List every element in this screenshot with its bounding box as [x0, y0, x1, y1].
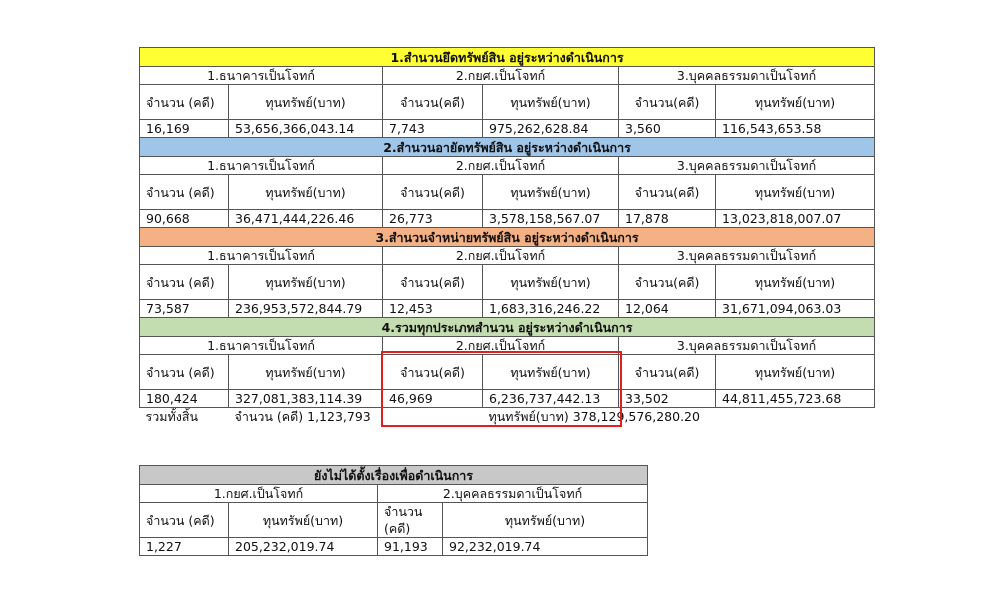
count-header: จำนวน(คดี) [619, 265, 716, 300]
group-label: 1.ธนาคารเป็นโจทก์ [140, 247, 383, 265]
capital-header: ทุนทรัพย์(บาท) [443, 503, 648, 538]
capital-value: 975,262,628.84 [483, 120, 619, 138]
case-count: 12,064 [619, 300, 716, 318]
count-header: จำนวน(คดี) [383, 85, 483, 120]
group-label: 3.บุคคลธรรมดาเป็นโจทก์ [619, 247, 875, 265]
group-label: 1.กยศ.เป็นโจทก์ [140, 485, 378, 503]
case-count: 12,453 [383, 300, 483, 318]
count-header: จำนวน(คดี) [383, 175, 483, 210]
group-label: 2.กยศ.เป็นโจทก์ [383, 67, 619, 85]
capital-header: ทุนทรัพย์(บาท) [229, 175, 383, 210]
case-count: 26,773 [383, 210, 483, 228]
group-header-row [140, 247, 875, 265]
group-label: 3.บุคคลธรรมดาเป็นโจทก์ [619, 67, 875, 85]
pending-value-row [140, 538, 648, 556]
count-header: จำนวน (คดี) [140, 503, 229, 538]
group-header-row [140, 157, 875, 175]
capital-header: ทุนทรัพย์(บาท) [483, 265, 619, 300]
capital-header: ทุนทรัพย์(บาท) [716, 175, 875, 210]
group-label: 1.ธนาคารเป็นโจทก์ [140, 157, 383, 175]
pending-title: ยังไม่ได้ตั้งเรื่องเพื่อดำเนินการ [140, 466, 648, 485]
case-count: 1,227 [140, 538, 229, 556]
capital-value: 36,471,444,226.46 [229, 210, 383, 228]
count-header: จำนวน (คดี) [378, 503, 443, 538]
group-label: 2.กยศ.เป็นโจทก์ [383, 157, 619, 175]
count-header: จำนวน(คดี) [383, 355, 483, 390]
column-header-row [140, 265, 875, 300]
capital-header: ทุนทรัพย์(บาท) [716, 85, 875, 120]
section-title-row [140, 48, 875, 67]
group-header-row [140, 67, 875, 85]
group-label: 1.ธนาคารเป็นโจทก์ [140, 337, 383, 355]
capital-value: 236,953,572,844.79 [229, 300, 383, 318]
capital-value: 92,232,019.74 [443, 538, 648, 556]
case-count: 33,502 [619, 390, 716, 408]
count-header: จำนวน (คดี) [140, 355, 229, 390]
section-title: 3.สำนวนจำหน่ายทรัพย์สิน อยู่ระหว่างดำเนินการ [140, 228, 875, 247]
section-title: 2.สำนวนอายัดทรัพย์สิน อยู่ระหว่างดำเนินการ [140, 138, 875, 157]
pending-group-row [140, 485, 648, 503]
value-row [140, 390, 875, 408]
count-header: จำนวน(คดี) [383, 265, 483, 300]
count-header: จำนวน(คดี) [619, 355, 716, 390]
count-header: จำนวน(คดี) [619, 175, 716, 210]
capital-value: 116,543,653.58 [716, 120, 875, 138]
capital-value: 6,236,737,442.13 [483, 390, 619, 408]
case-count: 91,193 [378, 538, 443, 556]
capital-header: ทุนทรัพย์(บาท) [229, 85, 383, 120]
section-title-row [140, 318, 875, 337]
section-title-row [140, 138, 875, 157]
capital-header: ทุนทรัพย์(บาท) [716, 355, 875, 390]
case-count: 46,969 [383, 390, 483, 408]
total-label: รวมทั้งสิ้น [145, 409, 198, 424]
pending-header-row [140, 503, 648, 538]
group-label: 2.กยศ.เป็นโจทก์ [383, 337, 619, 355]
case-count: 180,424 [140, 390, 229, 408]
capital-header: ทุนทรัพย์(บาท) [483, 175, 619, 210]
case-summary-table [139, 47, 875, 425]
case-count: 16,169 [140, 120, 229, 138]
section-title: 1.สำนวนยึดทรัพย์สิน อยู่ระหว่างดำเนินการ [140, 48, 875, 67]
group-label: 2.กยศ.เป็นโจทก์ [383, 247, 619, 265]
column-header-row [140, 355, 875, 390]
capital-value: 1,683,316,246.22 [483, 300, 619, 318]
capital-value: 44,811,455,723.68 [716, 390, 875, 408]
total-count: จำนวน (คดี) 1,123,793 [234, 409, 371, 424]
capital-value: 205,232,019.74 [229, 538, 378, 556]
capital-header: ทุนทรัพย์(บาท) [483, 85, 619, 120]
capital-value: 3,578,158,567.07 [483, 210, 619, 228]
case-count: 7,743 [383, 120, 483, 138]
value-row [140, 120, 875, 138]
total-row [140, 408, 875, 426]
case-count: 17,878 [619, 210, 716, 228]
case-count: 90,668 [140, 210, 229, 228]
total-capital: ทุนทรัพย์(บาท) 378,129,576,280.20 [488, 409, 700, 424]
count-header: จำนวน (คดี) [140, 265, 229, 300]
column-header-row [140, 175, 875, 210]
capital-header: ทุนทรัพย์(บาท) [229, 265, 383, 300]
count-header: จำนวน(คดี) [619, 85, 716, 120]
value-row [140, 300, 875, 318]
capital-header: ทุนทรัพย์(บาท) [229, 503, 378, 538]
capital-value: 327,081,383,114.39 [229, 390, 383, 408]
case-count: 3,560 [619, 120, 716, 138]
group-label: 2.บุคคลธรรมดาเป็นโจทก์ [378, 485, 648, 503]
capital-value: 53,656,366,043.14 [229, 120, 383, 138]
group-label: 3.บุคคลธรรมดาเป็นโจทก์ [619, 157, 875, 175]
capital-header: ทุนทรัพย์(บาท) [483, 355, 619, 390]
group-header-row [140, 337, 875, 355]
section-title: 4.รวมทุกประเภทสำนวน อยู่ระหว่างดำเนินการ [140, 318, 875, 337]
pending-table [139, 465, 648, 556]
value-row [140, 210, 875, 228]
count-header: จำนวน (คดี) [140, 85, 229, 120]
column-header-row [140, 85, 875, 120]
capital-header: ทุนทรัพย์(บาท) [229, 355, 383, 390]
count-header: จำนวน (คดี) [140, 175, 229, 210]
group-label: 1.ธนาคารเป็นโจทก์ [140, 67, 383, 85]
pending-title-row [140, 466, 648, 485]
group-label: 3.บุคคลธรรมดาเป็นโจทก์ [619, 337, 875, 355]
capital-value: 13,023,818,007.07 [716, 210, 875, 228]
case-count: 73,587 [140, 300, 229, 318]
capital-header: ทุนทรัพย์(บาท) [716, 265, 875, 300]
capital-value: 31,671,094,063.03 [716, 300, 875, 318]
section-title-row [140, 228, 875, 247]
